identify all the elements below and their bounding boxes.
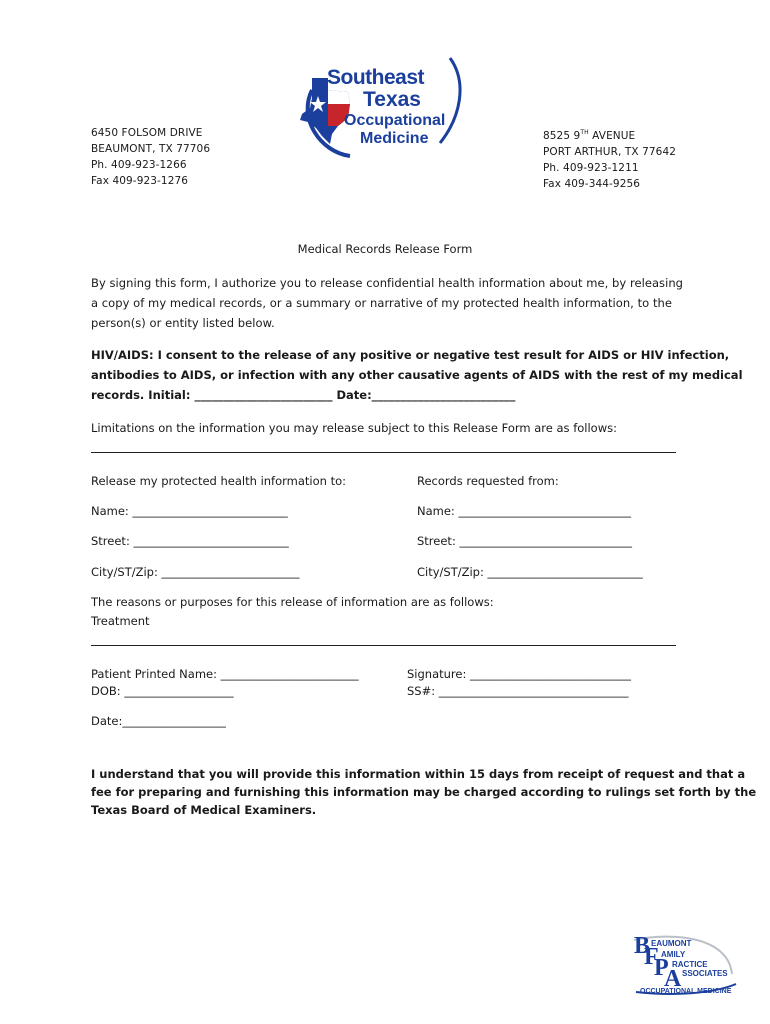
release-to-name-field[interactable]: Name: ___________________________ [91, 504, 288, 518]
reasons-value[interactable]: Treatment [91, 614, 150, 628]
limitations-label: Limitations on the information you may release subject to this Release Form are as follows: [91, 421, 617, 435]
bffa-word-practice: RACTICE [672, 960, 708, 969]
release-to-city-field[interactable]: City/ST/Zip: ________________________ [91, 565, 300, 579]
understanding-line-1: I understand that you will provide this information within 15 days from receipt of request and that a [91, 767, 746, 781]
right-address-fax: Fax 409-344-9256 [543, 178, 641, 190]
patient-printed-name-field[interactable]: Patient Printed Name: ________________________ [91, 667, 359, 681]
records-from-name-field[interactable]: Name: ______________________________ [417, 504, 631, 518]
left-address-phone: Ph. 409-923-1266 [91, 159, 187, 171]
records-from-heading: Records requested from: [417, 474, 559, 488]
right-address-number: 8525 9 [543, 130, 581, 142]
hiv-consent-line-1: HIV/AIDS: I consent to the release of any positive or negative test result for AIDS or HIV infection, [91, 348, 730, 362]
right-address-street [543, 125, 676, 144]
logo-line-texas: Texas [363, 88, 421, 111]
records-from-street-field[interactable]: Street: ______________________________ [417, 534, 632, 548]
hiv-consent-line-2: antibodies to AIDS, or infection with any other causative agents of AIDS with the rest of my medical [91, 368, 743, 382]
limitations-field[interactable] [91, 452, 676, 453]
right-address-street-name: AVENUE [588, 130, 636, 142]
bffa-logo [632, 934, 742, 998]
right-address-phone: Ph. 409-923-1211 [543, 162, 639, 174]
left-address-street: 6450 FOLSOM DRIVE [91, 127, 203, 139]
signature-field[interactable]: Signature: ____________________________ [407, 667, 632, 681]
form-title: Medical Records Release Form [297, 242, 473, 256]
right-address-superscript: TH [580, 129, 589, 136]
bffa-initial-f: F [644, 944, 659, 970]
bffa-word-associates: SSOCIATES [682, 969, 728, 978]
reasons-field[interactable] [91, 645, 676, 646]
bffa-initial-a: A [664, 966, 682, 992]
date-field[interactable]: Date:__________________ [91, 714, 226, 728]
logo-line-occupational: Occupational [344, 112, 446, 129]
right-address-city: PORT ARTHUR, TX 77642 [543, 146, 677, 158]
bffa-initial-b: B [634, 933, 651, 959]
bffa-word-family: AMILY [661, 950, 686, 959]
intro-paragraph: By signing this form, I authorize you to release confidential health information about me, by releasing a copy of my medical records, or a summary or narrative of my protected health information, to the person(s) or entity listed below. [91, 276, 684, 330]
release-to-heading: Release my protected health information to: [91, 474, 347, 488]
left-address [91, 125, 210, 189]
bffa-word-beaumont: EAUMONT [651, 939, 692, 948]
understanding-line-2: fee for preparing and furnishing this information may be charged according to rulings set forth by the [91, 785, 757, 799]
hiv-consent-initial-date[interactable]: records. Initial: ________________________ Date:_________________________ [91, 388, 516, 402]
records-from-city-field[interactable]: City/ST/Zip: ___________________________ [417, 565, 643, 579]
ssn-field[interactable]: SS#: _________________________________ [407, 684, 629, 698]
right-address [543, 125, 676, 192]
bffa-tagline: OCCUPATIONAL MEDICINE [640, 988, 732, 995]
left-address-city: BEAUMONT, TX 77706 [91, 143, 211, 155]
understanding-line-3: Texas Board of Medical Examiners. [91, 803, 317, 817]
bffa-initial-p: P [654, 955, 669, 981]
reasons-label: The reasons or purposes for this release of information are as follows: [91, 595, 494, 609]
left-address-fax: Fax 409-923-1276 [91, 175, 189, 187]
clinic-logo [290, 48, 465, 168]
logo-line-medicine: Medicine [360, 130, 429, 147]
logo-line-southeast: Southeast [327, 66, 425, 89]
release-to-street-field[interactable]: Street: ___________________________ [91, 534, 289, 548]
dob-field[interactable]: DOB: ___________________ [91, 684, 234, 698]
